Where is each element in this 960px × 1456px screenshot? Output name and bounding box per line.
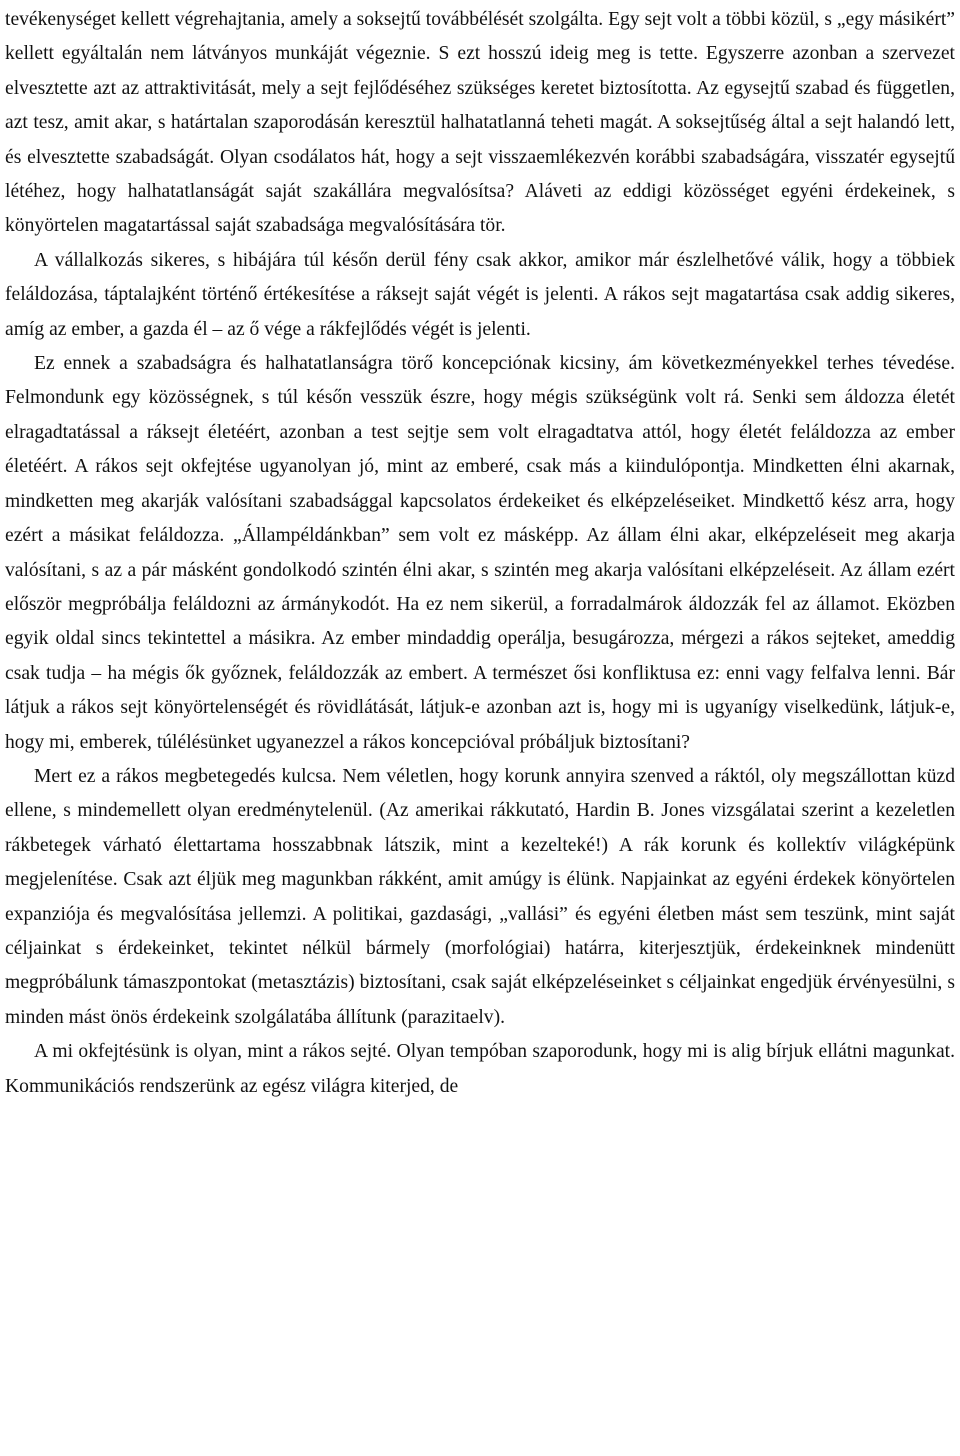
paragraph-1: tevékenységet kellett végrehajtania, amely a soksejtű továbbélését szolgálta. Egy sejt volt a többi közül, s „egy másikért” kellett egyáltalán nem látványos munkáját végeznie. S ezt hosszú ideig meg is tette. Egyszerre azonban a szervezet elvesztette azt az attraktivitását, mely a sejt fejlődéséhez szükséges keretet biztosította. Az egysejtű szabad és független, azt tesz, amit akar, s határtalan szaporodásán keresztül halhatatlanná teheti magát. A soksejtűség által a sejt halandó lett, és elvesztette szabadságát. Olyan csodálatos hát, hogy a sejt visszaemlékezvén korábbi szabadságára, visszatér egysejtű létéhez, hogy halhatatlanságát saját szakállára megvalósítsa? Aláveti az eddigi közösséget egyéni érdekeinek, s könyörtelen magatartással saját szabadsága megvalósítására tör. [5,9,955,237]
paragraph-2: A vállalkozás sikeres, s hibájára túl későn derül fény csak akkor, amikor már észlelhetővé válik, hogy a többiek feláldozása, táptalajként történő értékesítése a ráksejt saját végét is jelenti. A rákos sejt magatartása csak addig sikeres, amíg az ember, a gazda él – az ő vége a rákfejlődés végét is jelenti. [5,249,955,340]
paragraph-4: Mert ez a rákos megbetegedés kulcsa. Nem véletlen, hogy korunk annyira szenved a ráktól, oly megszállottan küzd ellene, s mindemellett olyan eredménytelenül. (Az amerikai rákkutató, Hardin B. Jones vizsgálatai szerint a kezeletlen rákbetegek várható élettartama hosszabbnak látszik, mint a kezelteké!) A rák korunk és kollektív világképünk megjelenítése. Csak azt éljük meg magunkban rákként, amit amúgy is élünk. Napjainkat az egyéni érdekek könyörtelen expanziója és megvalósítása jellemzi. A politikai, gazdasági, „vallási” és egyéni életben mást sem teszünk, mint saját céljainkat s érdekeinket, tekintet nélkül bármely (morfológiai) határra, kiterjesztjük, érdekeinknek mindenütt megpróbálunk támaszpontokat (metasztázis) biztosítani, csak saját elképzeléseinket s céljainkat engedjük érvényesülni, s minden mást önös érdekeink szolgálatába állítunk (parazitaelv). [5,765,955,1028]
paragraph-3: Ez ennek a szabadságra és halhatatlanságra törő koncepciónak kicsiny, ám következményekkel terhes tévedése. Felmondunk egy közösségnek, s túl későn vesszük észre, hogy mégis szükségünk volt rá. Senki sem áldozza életét elragadtatással a ráksejt életéért, azonban a test sejtje sem volt elragadtatva attól, hogy életét feláldozza az ember életéért. A rákos sejt okfejtése ugyanolyan jó, mint az emberé, csak más a kiindulópontja. Mindketten élni akarnak, mindketten meg akarják valósítani szabadsággal kapcsolatos érdekeiket és elképzeléseiket. Mindkettő kész arra, hogy ezért a másikat feláldozza. „Állampéldánkban” sem volt ez másképp. Az állam élni akar, elképzeléseit meg akarja valósítani, s az a pár másként gondolkodó szintén élni akar, s szintén meg akarja valósítani elképzeléseit. Az állam ezért először megpróbálja feláldozni az ármánykodót. Ha ez nem sikerül, a forradalmárok áldozzák fel az államot. Eközben egyik oldal sincs tekintettel a másikra. Az ember mindaddig operálja, besugározza, mérgezi a rákos sejteket, ameddig csak tudja – ha mégis ők győznek, feláldozzák az embert. A természet ősi konfliktusa ez: enni vagy felfalva lenni. Bár látjuk a rákos sejt könyörtelenségét és rövidlátását, látjuk-e azonban azt is, hogy mi is ugyanígy viselkedünk, látjuk-e, hogy mi, emberek, túlélésünket ugyanezzel a rákos koncepcióval próbáljuk biztosítani? [5,353,955,753]
paragraph-5: A mi okfejtésünk is olyan, mint a rákos sejté. Olyan tempóban szaporodunk, hogy mi is alig bírjuk ellátni magunkat. Kommunikációs rendszerünk az egész világra kiterjed, de [5,1041,955,1097]
